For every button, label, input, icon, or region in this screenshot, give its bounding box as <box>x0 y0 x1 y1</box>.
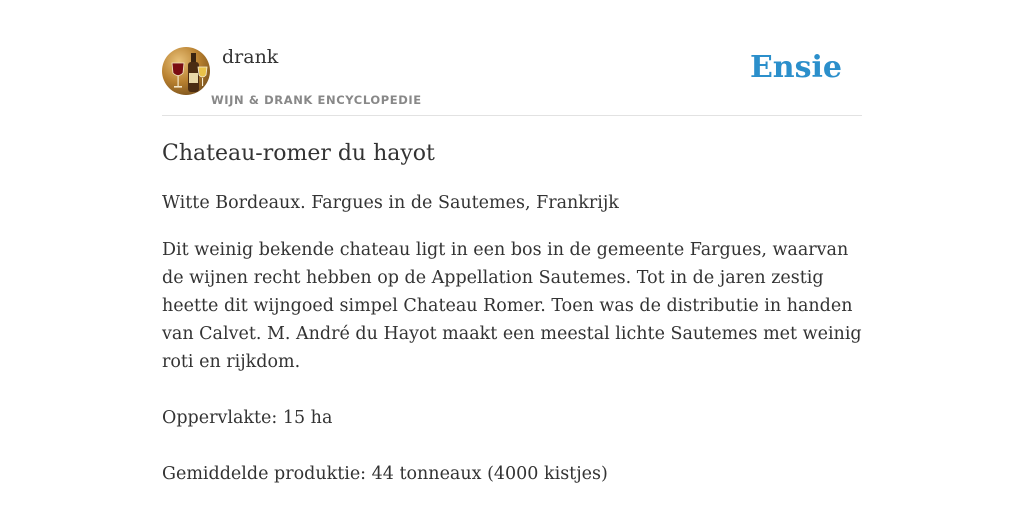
article <box>162 136 864 488</box>
encyclopedia-subtitle: WIJN & DRANK ENCYCLOPEDIE <box>211 93 422 107</box>
brand-logo[interactable]: Ensie <box>749 50 842 85</box>
article-title: Chateau-romer du hayot <box>162 141 435 166</box>
wine-glasses-icon[interactable] <box>162 47 210 95</box>
article-lead: Witte Bordeaux. Fargues in de Sautemes, Frankrijk <box>162 193 619 213</box>
article-body: Dit weinig bekende chateau ligt in een bos in de gemeente Fargues, waarvan de wijnen recht hebben op de Appellation Sautemes. Tot in de jaren zestig heette dit wijngoed simpel Chateau Romer. Toen was de distributie in handen van Calvet. M. André du Hayot maakt een meestal lichte Sautemes met weinig roti en rijkdom. Oppervlakte: 15 ha Gemiddelde produktie: 44 tonneaux (4000 kistjes) <box>162 240 862 484</box>
header <box>162 40 862 116</box>
category-link[interactable]: drank <box>222 46 279 68</box>
